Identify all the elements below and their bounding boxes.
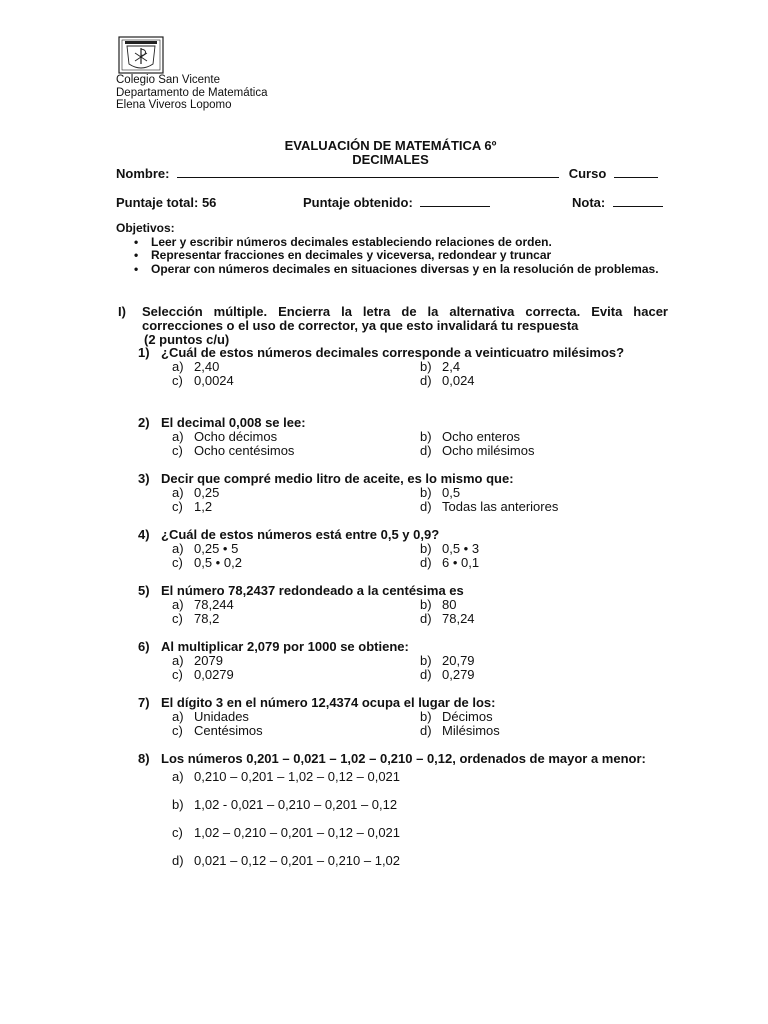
option-a[interactable]: [172, 770, 668, 798]
question-3: [138, 472, 668, 513]
option-letter: b): [420, 597, 432, 612]
option-text: 78,24: [442, 610, 475, 626]
objectives-list: [116, 236, 672, 277]
grade: [572, 195, 663, 210]
option-text: Ocho enteros: [442, 429, 521, 444]
option-text: 0,5 • 3: [442, 541, 480, 556]
department-name: Departamento de Matemática: [116, 86, 268, 99]
question-header: [138, 346, 668, 360]
option-d[interactable]: [420, 668, 668, 682]
grade-blank[interactable]: [613, 196, 663, 207]
school-info: [116, 74, 268, 112]
option-text: Ocho décimos: [194, 429, 278, 444]
option-letter: a): [172, 541, 184, 556]
question-header: [138, 696, 668, 710]
question-2: [138, 416, 668, 457]
question-header: [138, 640, 668, 654]
question-header: [138, 752, 668, 766]
option-letter: a): [172, 359, 184, 374]
option-letter: c): [172, 372, 183, 388]
option-d[interactable]: [172, 854, 668, 882]
option-letter: a): [172, 597, 184, 612]
option-letter: b): [420, 541, 432, 556]
option-text: 0,0024: [194, 372, 234, 388]
option-letter: c): [172, 498, 183, 514]
option-b[interactable]: [420, 654, 668, 668]
option-text: Milésimos: [442, 722, 500, 738]
option-b[interactable]: [420, 710, 668, 724]
exam-title: EVALUACIÓN DE MATEMÁTICA 6º: [284, 138, 497, 153]
question-text: El dígito 3 en el número 12,4374 ocupa el lugar de los:: [161, 695, 496, 710]
option-letter: a): [172, 429, 184, 444]
option-a[interactable]: [172, 486, 420, 500]
question-5: [138, 584, 668, 625]
option-letter: b): [172, 797, 184, 812]
option-b[interactable]: [420, 430, 668, 444]
option-text: 1,02 – 0,210 – 0,201 – 0,12 – 0,021: [194, 825, 401, 840]
option-letter: a): [172, 709, 184, 724]
option-text: 2,40: [194, 359, 220, 374]
option-text: Ocho centésimos: [194, 442, 295, 458]
options: [172, 770, 668, 882]
question-7: [138, 696, 668, 737]
option-letter: c): [172, 666, 183, 682]
option-letter: d): [172, 853, 184, 868]
option-text: 2,4: [442, 359, 461, 374]
option-d[interactable]: [420, 500, 668, 514]
option-letter: d): [420, 554, 432, 570]
option-text: 1,2: [194, 498, 213, 514]
question-number: 5): [138, 583, 150, 598]
option-c[interactable]: [172, 612, 420, 626]
option-text: 78,244: [194, 597, 234, 612]
option-text: Unidades: [194, 709, 249, 724]
name-course-row: [116, 166, 668, 181]
question-number: 4): [138, 527, 150, 542]
options: [172, 654, 668, 681]
option-text: 6 • 0,1: [442, 554, 480, 570]
option-text: 78,2: [194, 610, 220, 626]
option-a[interactable]: [172, 654, 420, 668]
option-letter: b): [420, 653, 432, 668]
option-a[interactable]: [172, 710, 420, 724]
question-6: [138, 640, 668, 681]
option-text: 0,5: [442, 485, 461, 500]
objectives: [116, 222, 672, 276]
obtained-score: [303, 195, 490, 210]
question-number: 3): [138, 471, 150, 486]
option-letter: d): [420, 442, 432, 458]
obtained-label: Puntaje obtenido:: [303, 195, 413, 210]
option-letter: a): [172, 769, 184, 784]
question-text: ¿Cuál de estos números está entre 0,5 y 0,9?: [161, 527, 440, 542]
question-number: 7): [138, 695, 150, 710]
option-text: Décimos: [442, 709, 493, 724]
question-4: [138, 528, 668, 569]
option-b[interactable]: [420, 542, 668, 556]
options: [172, 486, 668, 513]
option-text: 2079: [194, 653, 223, 668]
option-text: 0,0279: [194, 666, 234, 682]
options: [172, 360, 668, 387]
question-header: [138, 416, 668, 430]
question-text: Decir que compré medio litro de aceite, es lo mismo que:: [161, 471, 514, 486]
option-text: Todas las anteriores: [442, 498, 559, 514]
option-letter: d): [420, 372, 432, 388]
option-letter: c): [172, 722, 183, 738]
question-text: Al multiplicar 2,079 por 1000 se obtiene:: [161, 639, 409, 654]
option-b[interactable]: [420, 360, 668, 374]
option-letter: a): [172, 485, 184, 500]
option-c[interactable]: [172, 444, 420, 458]
question-number: 8): [138, 751, 150, 766]
option-text: 0,024: [442, 372, 475, 388]
option-text: 0,5 • 0,2: [194, 554, 242, 570]
teacher-name: Elena Viveros Lopomo: [116, 99, 232, 111]
options: [172, 710, 668, 737]
option-c[interactable]: [172, 500, 420, 514]
option-letter: c): [172, 610, 183, 626]
option-letter: d): [420, 610, 432, 626]
option-c[interactable]: [172, 668, 420, 682]
question-1: [138, 346, 668, 387]
question-text: ¿Cuál de estos números decimales corresponde a veinticuatro milésimos?: [161, 345, 625, 360]
option-letter: c): [172, 825, 183, 840]
option-c[interactable]: [172, 724, 420, 738]
question-header: [138, 584, 668, 598]
option-letter: d): [420, 498, 432, 514]
option-text: 80: [442, 597, 457, 612]
question-number: 6): [138, 639, 150, 654]
option-d[interactable]: [420, 724, 668, 738]
question-number: 1): [138, 345, 150, 360]
option-d[interactable]: [420, 556, 668, 570]
question-text: Los números 0,201 – 0,021 – 1,02 – 0,210 – 0,12, ordenados de mayor a menor:: [161, 751, 646, 766]
question-8: [138, 752, 668, 882]
options: [172, 430, 668, 457]
objectives-heading: Objetivos:: [116, 221, 175, 235]
school-name: Colegio San Vicente: [116, 74, 220, 86]
option-text: Centésimos: [194, 722, 263, 738]
question-text: El número 78,2437 redondeado a la centésima es: [161, 583, 464, 598]
option-letter: a): [172, 653, 184, 668]
option-b[interactable]: [420, 598, 668, 612]
option-d[interactable]: [420, 374, 668, 388]
option-letter: c): [172, 442, 183, 458]
option-a[interactable]: [172, 360, 420, 374]
option-c[interactable]: [172, 556, 420, 570]
obtained-blank[interactable]: [420, 196, 490, 207]
option-letter: b): [420, 709, 432, 724]
option-text: 0,210 – 0,201 – 1,02 – 0,12 – 0,021: [194, 769, 401, 784]
total-score: Puntaje total: 56: [116, 195, 217, 210]
option-letter: d): [420, 722, 432, 738]
option-text: 0,279: [442, 666, 475, 682]
name-label: Nombre:: [116, 166, 170, 181]
question-header: [138, 472, 668, 486]
question-header: [138, 528, 668, 542]
option-text: Ocho milésimos: [442, 442, 535, 458]
question-number: 2): [138, 415, 150, 430]
option-letter: c): [172, 554, 183, 570]
option-letter: d): [420, 666, 432, 682]
option-letter: b): [420, 359, 432, 374]
option-letter: b): [420, 485, 432, 500]
grade-label: Nota:: [572, 195, 606, 210]
course-blank[interactable]: [614, 167, 658, 178]
option-c[interactable]: [172, 374, 420, 388]
question-text: El decimal 0,008 se lee:: [161, 415, 306, 430]
options: [172, 542, 668, 569]
exam-subtitle: DECIMALES: [352, 152, 429, 167]
option-b[interactable]: [172, 798, 668, 826]
option-b[interactable]: [420, 486, 668, 500]
option-c[interactable]: [172, 826, 668, 854]
option-d[interactable]: [420, 612, 668, 626]
section-one-header: [118, 305, 668, 347]
option-text: 0,25 • 5: [194, 541, 239, 556]
section-number: I): [118, 304, 126, 319]
objective-item: • Operar con números decimales en situaciones diversas y en la resolución de problemas.: [138, 263, 672, 277]
section-instructions: Selección múltiple. Encierra la letra de la alternativa correcta. Evita hacer correcciones o el uso de corrector, ya que esto invalidará tu respuesta: [142, 304, 668, 333]
option-a[interactable]: [172, 430, 420, 444]
objective-item: • Leer y escribir números decimales estableciendo relaciones de orden.: [138, 236, 672, 250]
options: [172, 598, 668, 625]
course-label: Curso: [568, 166, 607, 181]
objective-item: • Representar fracciones en decimales y viceversa, redondear y truncar: [138, 249, 672, 263]
option-d[interactable]: [420, 444, 668, 458]
option-a[interactable]: [172, 542, 420, 556]
option-text: 0,25: [194, 485, 220, 500]
school-crest-icon: [117, 36, 165, 76]
option-text: 1,02 - 0,021 – 0,210 – 0,201 – 0,12: [194, 797, 398, 812]
name-blank[interactable]: [177, 167, 559, 178]
section-points: (2 puntos c/u): [144, 332, 230, 347]
option-text: 20,79: [442, 653, 475, 668]
option-letter: b): [420, 429, 432, 444]
option-a[interactable]: [172, 598, 420, 612]
option-text: 0,021 – 0,12 – 0,201 – 0,210 – 1,02: [194, 853, 401, 868]
